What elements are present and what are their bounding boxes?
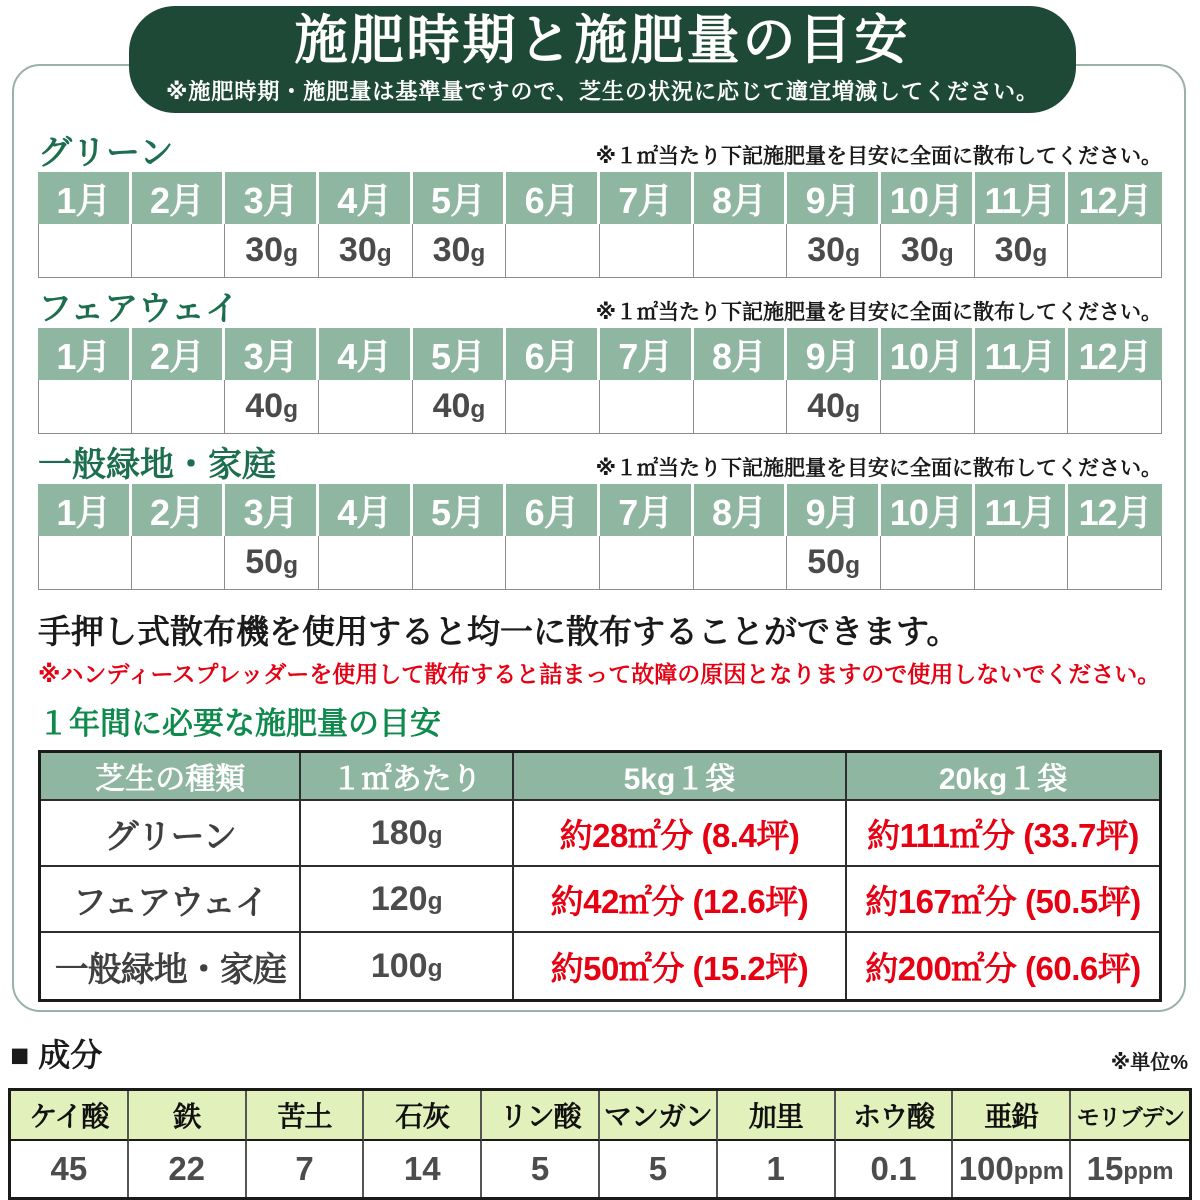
component-value-cell: 0.1 — [836, 1141, 954, 1197]
month-value-cell: 30 g — [787, 224, 881, 277]
annual-turf-type-cell: 一般緑地・家庭 — [41, 933, 301, 999]
schedule-section-header — [38, 438, 1162, 482]
month-header-cell: 2月 — [132, 484, 226, 536]
month-value-cell — [1068, 224, 1162, 277]
spreader-note-text: 手押し式散布機を使用すると均一に散布することができます。 — [38, 613, 960, 650]
month-value-cell: 30 g — [975, 224, 1069, 277]
component-name-cell: 石灰 — [364, 1091, 482, 1141]
month-header-cell: 9月 — [787, 484, 881, 536]
month-header-cell: 8月 — [694, 484, 788, 536]
month-header-cell: 7月 — [600, 484, 694, 536]
month-value-cell — [132, 536, 226, 589]
component-name-cell: ケイ酸 — [11, 1091, 129, 1141]
page-subtitle: ※施肥時期・施肥量は基準量ですので、芝生の状況に応じて適宜増減してください。 — [166, 78, 1039, 104]
per-m2-note: ※１㎡当たり下記施肥量を目安に全面に散布してください。 — [595, 145, 1162, 168]
components-unit-note: ※単位% — [1110, 1052, 1188, 1074]
month-header-cell: 7月 — [600, 172, 694, 224]
unit-suffix: g — [283, 395, 299, 423]
schedule-section-2 — [38, 282, 1162, 434]
unit-suffix: g — [845, 395, 861, 423]
month-value-cell: 30 g — [319, 224, 413, 277]
per-m2-note: ※１㎡当たり下記施肥量を目安に全面に散布してください。 — [595, 457, 1162, 480]
month-value-cell — [506, 224, 600, 277]
month-header-cell: 1月 — [38, 484, 132, 536]
month-header-cell: 6月 — [506, 328, 600, 380]
month-header-cell: 11月 — [975, 328, 1069, 380]
month-value-cell — [1068, 380, 1162, 433]
components-table — [8, 1088, 1192, 1200]
component-name-cell: 鉄 — [129, 1091, 247, 1141]
month-header-cell: 7月 — [600, 328, 694, 380]
annual-per-m2-cell: 180 g — [301, 801, 513, 867]
month-value-cell — [600, 224, 694, 277]
month-value-cell — [413, 536, 507, 589]
month-value-row — [38, 224, 1162, 278]
component-value-cell: 100 ppm — [953, 1141, 1071, 1197]
unit-suffix: g — [427, 888, 443, 915]
unit-suffix: g — [427, 822, 443, 849]
month-value-cell — [319, 536, 413, 589]
month-header-cell: 3月 — [225, 484, 319, 536]
month-value-cell — [975, 536, 1069, 589]
month-value-cell — [881, 380, 975, 433]
unit-suffix: ppm — [1013, 1158, 1064, 1185]
month-value-cell — [132, 380, 226, 433]
annual-per-m2-cell: 120 g — [301, 867, 513, 933]
month-value-cell: 50 g — [225, 536, 319, 589]
month-value-cell — [694, 536, 788, 589]
month-header-cell: 10月 — [881, 484, 975, 536]
annual-20kg-coverage-cell: 約167㎡分 (50.5坪) — [847, 867, 1159, 933]
month-header-cell: 3月 — [225, 328, 319, 380]
month-header-cell: 11月 — [975, 172, 1069, 224]
month-value-cell — [975, 380, 1069, 433]
page-title: 施肥時期と施肥量の目安 — [294, 11, 911, 71]
month-header-cell: 12月 — [1068, 484, 1162, 536]
month-value-cell: 40 g — [225, 380, 319, 433]
month-value-cell — [600, 536, 694, 589]
annual-turf-type-cell: フェアウェイ — [41, 867, 301, 933]
schedule-section-1 — [38, 126, 1162, 278]
component-name-cell: リン酸 — [482, 1091, 600, 1141]
component-value-cell: 45 — [11, 1141, 129, 1197]
month-header-cell: 1月 — [38, 172, 132, 224]
component-name-cell: 亜鉛 — [953, 1091, 1071, 1141]
component-value-cell: 7 — [247, 1141, 365, 1197]
month-header-cell: 10月 — [881, 328, 975, 380]
month-header-cell: 9月 — [787, 172, 881, 224]
month-header-cell: 11月 — [975, 484, 1069, 536]
month-header-row — [38, 328, 1162, 380]
turf-type-label: グリーン — [38, 134, 174, 172]
month-value-cell: 30 g — [413, 224, 507, 277]
month-value-row — [38, 380, 1162, 434]
month-header-row — [38, 484, 1162, 536]
annual-5kg-coverage-cell: 約50㎡分 (15.2坪) — [514, 933, 847, 999]
unit-suffix: g — [283, 551, 299, 579]
unit-suffix: g — [845, 239, 861, 267]
month-value-cell — [319, 380, 413, 433]
component-value-cell: 15 ppm — [1086, 1150, 1174, 1187]
month-header-cell: 6月 — [506, 484, 600, 536]
title-banner — [129, 6, 1076, 113]
month-value-cell — [694, 380, 788, 433]
unit-suffix: g — [1032, 239, 1048, 267]
month-header-row — [38, 172, 1162, 224]
month-value-cell — [506, 536, 600, 589]
annual-amount-heading: １年間に必要な施肥量の目安 — [38, 706, 441, 741]
month-value-cell — [600, 380, 694, 433]
schedule-section-header — [38, 126, 1162, 170]
month-value-cell: 30 g — [881, 224, 975, 277]
month-header-cell: 12月 — [1068, 328, 1162, 380]
month-header-cell: 6月 — [506, 172, 600, 224]
month-value-cell — [132, 224, 226, 277]
unit-suffix: g — [376, 239, 392, 267]
month-value-cell — [38, 224, 132, 277]
annual-per-m2-cell: 100 g — [301, 933, 513, 999]
month-header-cell: 1月 — [38, 328, 132, 380]
component-name-cell: マンガン — [600, 1091, 718, 1141]
annual-header-cell: 5kg１袋 — [514, 753, 847, 801]
component-name-cell: モリブデン — [1071, 1091, 1189, 1141]
month-value-cell — [881, 536, 975, 589]
annual-5kg-coverage-cell: 約42㎡分 (12.6坪) — [514, 867, 847, 933]
annual-5kg-coverage-cell: 約28㎡分 (8.4坪) — [514, 801, 847, 867]
unit-suffix: g — [470, 239, 486, 267]
per-m2-note: ※１㎡当たり下記施肥量を目安に全面に散布してください。 — [595, 301, 1162, 324]
component-name-cell: 加里 — [718, 1091, 836, 1141]
turf-type-label: フェアウェイ — [38, 290, 239, 328]
month-header-cell: 5月 — [413, 172, 507, 224]
annual-header-cell: 芝生の種類 — [41, 753, 301, 801]
annual-header-cell: 20kg１袋 — [847, 753, 1159, 801]
month-value-cell — [38, 380, 132, 433]
components-heading: ■ 成分 — [10, 1037, 103, 1073]
month-value-cell: 40 g — [787, 380, 881, 433]
unit-suffix: g — [470, 395, 486, 423]
month-header-cell: 2月 — [132, 172, 226, 224]
month-value-cell: 50 g — [787, 536, 881, 589]
unit-suffix: ppm — [1123, 1158, 1174, 1185]
annual-header-cell: １㎡あたり — [301, 753, 513, 801]
month-value-cell: 30 g — [225, 224, 319, 277]
month-header-cell: 10月 — [881, 172, 975, 224]
month-header-cell: 4月 — [319, 484, 413, 536]
month-value-cell: 40 g — [413, 380, 507, 433]
month-value-cell — [694, 224, 788, 277]
unit-suffix: g — [283, 239, 299, 267]
month-header-cell: 5月 — [413, 484, 507, 536]
month-header-cell: 8月 — [694, 172, 788, 224]
unit-suffix: g — [845, 551, 861, 579]
annual-20kg-coverage-cell: 約200㎡分 (60.6坪) — [865, 949, 1141, 987]
component-value-cell: 1 — [718, 1141, 836, 1197]
component-name-cell: ホウ酸 — [836, 1091, 954, 1141]
month-header-cell: 9月 — [787, 328, 881, 380]
schedule-section-header — [38, 282, 1162, 326]
month-header-cell: 8月 — [694, 328, 788, 380]
annual-amount-table — [38, 750, 1162, 1002]
month-header-cell: 2月 — [132, 328, 226, 380]
month-header-cell: 3月 — [225, 172, 319, 224]
month-header-cell: 4月 — [319, 328, 413, 380]
annual-20kg-coverage-cell: 約111㎡分 (33.7坪) — [847, 801, 1159, 867]
month-header-cell: 5月 — [413, 328, 507, 380]
component-value-cell: 22 — [129, 1141, 247, 1197]
component-value-cell: 5 — [482, 1141, 600, 1197]
component-name-cell: 苦土 — [247, 1091, 365, 1141]
component-value-cell: 14 — [364, 1141, 482, 1197]
component-value-cell: 5 — [600, 1141, 718, 1197]
schedule-section-3 — [38, 438, 1162, 590]
month-value-row — [38, 536, 1162, 590]
annual-turf-type-cell: グリーン — [41, 801, 301, 867]
unit-suffix: g — [427, 955, 443, 982]
spreader-warning-text: ※ハンディースプレッダーを使用して散布すると詰まって故障の原因となりますので使用しないでください。 — [38, 661, 1161, 687]
month-value-cell — [38, 536, 132, 589]
turf-type-label: 一般緑地・家庭 — [38, 446, 276, 484]
month-value-cell — [1068, 536, 1162, 589]
unit-suffix: g — [938, 239, 954, 267]
month-header-cell: 4月 — [319, 172, 413, 224]
month-header-cell: 12月 — [1068, 172, 1162, 224]
month-value-cell — [506, 380, 600, 433]
